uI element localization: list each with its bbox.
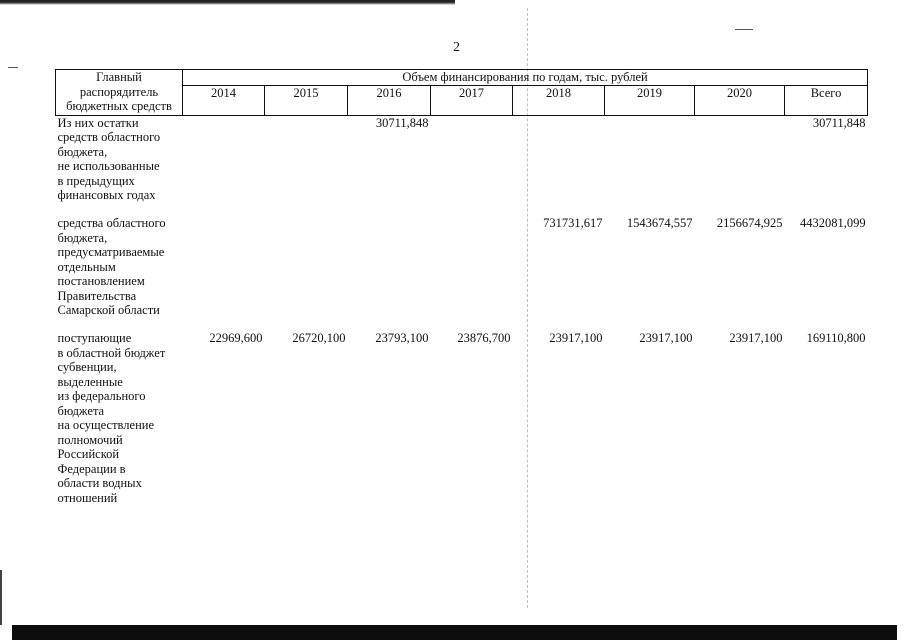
header-total: Всего <box>785 85 868 115</box>
label-line: Правительства <box>57 288 137 303</box>
label-line: Самарской области <box>57 303 160 317</box>
cell-2015: 26720,100 <box>292 331 346 345</box>
label-line: выделенные <box>57 374 123 389</box>
label-line: Федерации в <box>57 461 126 476</box>
label-line: из федерального <box>57 389 146 403</box>
scan-edge-bottom <box>12 625 897 640</box>
cell-2016 <box>348 216 431 331</box>
cell-2014 <box>183 216 265 331</box>
label-line: постановлением <box>57 274 145 288</box>
label-line: в областной бюджет <box>57 345 166 360</box>
cell-2015 <box>265 216 348 331</box>
label-line: финансовых годах <box>57 188 156 202</box>
scan-edge-left <box>0 570 2 625</box>
label-line: отдельным <box>57 259 116 274</box>
header-line: распорядитель <box>79 84 159 99</box>
cell-2016: 30711,848 <box>375 115 429 130</box>
header-line: Главный <box>96 70 142 84</box>
cell-2020: 23917,100 <box>729 331 783 345</box>
header-year-2019: 2019 <box>605 85 695 115</box>
cell-2017 <box>431 115 513 216</box>
label-line: области водных <box>57 476 142 490</box>
header-year-2014: 2014 <box>183 85 265 115</box>
cell-2017 <box>431 216 513 331</box>
row-label <box>56 216 183 331</box>
cell-2014: 22969,600 <box>209 331 263 345</box>
label-line: Российской <box>57 447 120 461</box>
cell-2015 <box>265 115 348 216</box>
cell-total: 30711,848 <box>812 115 866 130</box>
label-line: средств областного <box>57 130 161 144</box>
label-line: средства областного <box>57 216 166 230</box>
cell-2017: 23876,700 <box>457 331 511 345</box>
cell-2018: 23917,100 <box>549 331 603 345</box>
cell-total: 169110,800 <box>806 331 866 345</box>
label-line: не использованные <box>57 159 160 173</box>
table-row <box>56 216 868 331</box>
scan-speck <box>735 29 753 30</box>
cell-2019: 1543674,557 <box>626 216 693 230</box>
header-year-2016: 2016 <box>348 85 431 115</box>
label-line: предусматриваемые <box>57 245 165 259</box>
scan-edge-top <box>0 0 455 5</box>
row-label <box>56 331 183 511</box>
table-row <box>56 331 868 511</box>
header-line: бюджетных средств <box>66 99 172 113</box>
cell-2014 <box>183 115 265 216</box>
label-line: бюджета, <box>57 230 108 245</box>
financing-table <box>55 69 868 511</box>
cell-2018: 731731,617 <box>543 216 603 230</box>
header-year-2018: 2018 <box>513 85 605 115</box>
table-row <box>56 115 868 216</box>
label-line: на осуществление <box>57 418 155 432</box>
page-number: 2 <box>453 40 460 55</box>
cell-total: 4432081,099 <box>799 216 866 230</box>
label-line: поступающие <box>57 331 132 345</box>
cell-2019 <box>605 115 695 216</box>
label-line: полномочий <box>57 432 123 447</box>
row-label <box>56 115 183 216</box>
label-line: бюджета <box>57 403 105 418</box>
cell-2019: 23917,100 <box>639 331 693 345</box>
label-line: субвенции, <box>57 360 117 374</box>
label-line: в предыдущих <box>57 173 135 188</box>
header-financing-volume: Объем финансирования по годам, тыс. рублей <box>183 70 868 86</box>
cell-2016: 23793,100 <box>375 331 429 345</box>
header-main-manager <box>56 70 183 116</box>
cell-2020: 2156674,925 <box>716 216 783 230</box>
header-year-2017: 2017 <box>431 85 513 115</box>
label-line: отношений <box>57 490 118 505</box>
cell-2018 <box>513 115 605 216</box>
scan-speck <box>8 67 18 68</box>
cell-2020 <box>695 115 785 216</box>
label-line: Из них остатки <box>57 115 139 130</box>
label-line: бюджета, <box>57 144 108 159</box>
header-year-2015: 2015 <box>265 85 348 115</box>
header-year-2020: 2020 <box>695 85 785 115</box>
